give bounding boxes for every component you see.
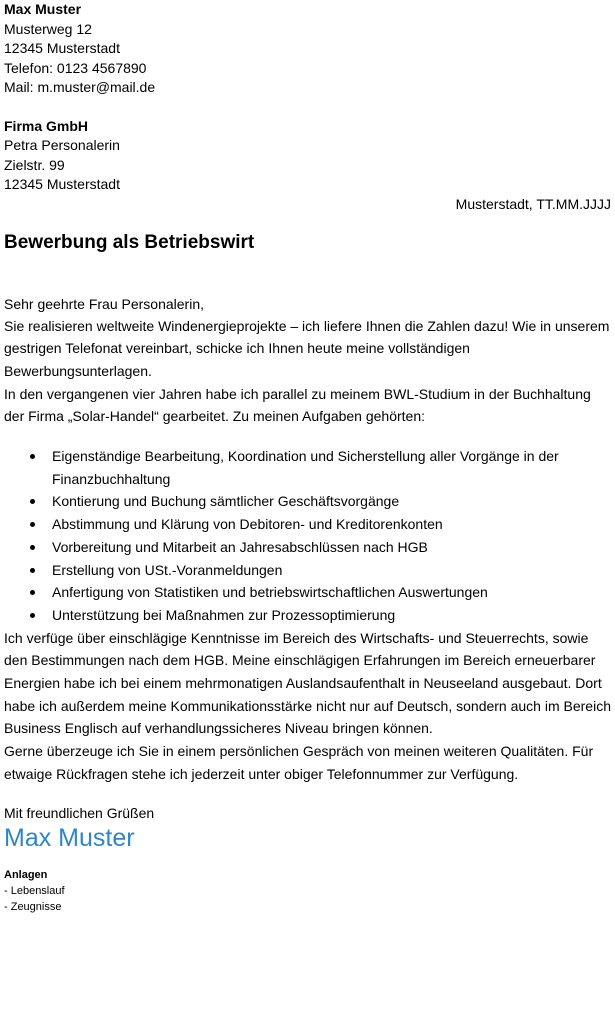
signature: Max Muster [4,824,135,853]
sender-street: Musterweg 12 [4,20,92,37]
salutation: Sehr geehrte Frau Personalerin, [4,296,204,312]
list-item: Unterstützung bei Maßnahmen zur Prozessoptimierung [52,604,611,627]
recipient-city: 12345 Musterstadt [4,176,120,192]
list-item: Erstellung von USt.-Voranmeldungen [52,559,611,582]
list-item: Kontierung und Buchung sämtlicher Geschäftsvorgänge [52,490,611,513]
list-item: Anfertigung von Statistiken und betriebswirtschaftlichen Auswertungen [52,581,611,604]
paragraph-intro: Sie realisieren weltweite Windenergieprojekte – ich liefere Ihnen die Zahlen dazu! Wie in unserem gestrigen Telefonat vereinbart, schicke ich Ihnen heute meine vollständigen Bewerbungsunterlagen. [4,317,610,379]
closing-phrase: Mit freundlichen Grüßen [4,804,155,821]
attachment-item: - Lebenslauf [4,885,65,898]
task-list [4,445,611,627]
attachments-title: Anlagen [4,869,48,882]
sender-address-block [4,0,611,98]
paragraph-interview: Gerne überzeuge ich Sie in einem persönlichen Gespräch von meinen weiteren Qualitäten. Für etwaige Rückfragen stehe ich jederzeit unter obiger Telefonnummer zur Verfügung. [4,743,594,782]
list-item: Abstimmung und Klärung von Debitoren- und Kreditorenkonten [52,513,611,536]
attachments-block [4,867,611,915]
sender-mail: Mail: m.muster@mail.de [4,79,156,95]
list-item: Vorbereitung und Mitarbeit an Jahresabschlüssen nach HGB [52,536,611,559]
recipient-company: Firma GmbH [4,117,89,134]
recipient-contact: Petra Personalerin [4,137,120,153]
sender-phone: Telefon: 0123 4567890 [4,59,147,76]
recipient-address-block [4,117,611,195]
sender-city: 12345 Musterstadt [4,40,120,56]
list-item: Eigenständige Bearbeitung, Koordination und Sicherstellung aller Vorgänge in der Finanzbuchhaltung [52,445,611,490]
sender-name: Max Muster [4,1,82,17]
letter-date: Musterstadt, TT.MM.JJJJ [455,195,611,212]
letter-subject: Bewerbung als Betriebswirt [4,232,255,253]
recipient-street: Zielstr. 99 [4,156,65,173]
paragraph-experience: In den vergangenen vier Jahren habe ich parallel zu meinem BWL-Studium in der Buchhaltung der Firma „Solar-Handel“ gearbeitet. Zu meinen Aufgaben gehörten: [4,385,591,425]
attachment-item: - Zeugnisse [4,901,62,914]
paragraph-skills: Ich verfüge über einschlägige Kenntnisse im Bereich des Wirtschafts- und Steuerrechts, sowie den Bestimmungen nach dem HGB. Meine einschlägigen Erfahrungen im Bereich erneuerbarer Energien habe ich bei einem mehrmonatigen Auslandsaufenthalt in Neuseeland ausgebaut. Dort habe ich außerdem meine Kommunikationsstärke nicht nur auf Deutsch, sondern auch im Bereich Business Englisch auf verhandlungssicheres Niveau bringen können. [4,629,611,737]
